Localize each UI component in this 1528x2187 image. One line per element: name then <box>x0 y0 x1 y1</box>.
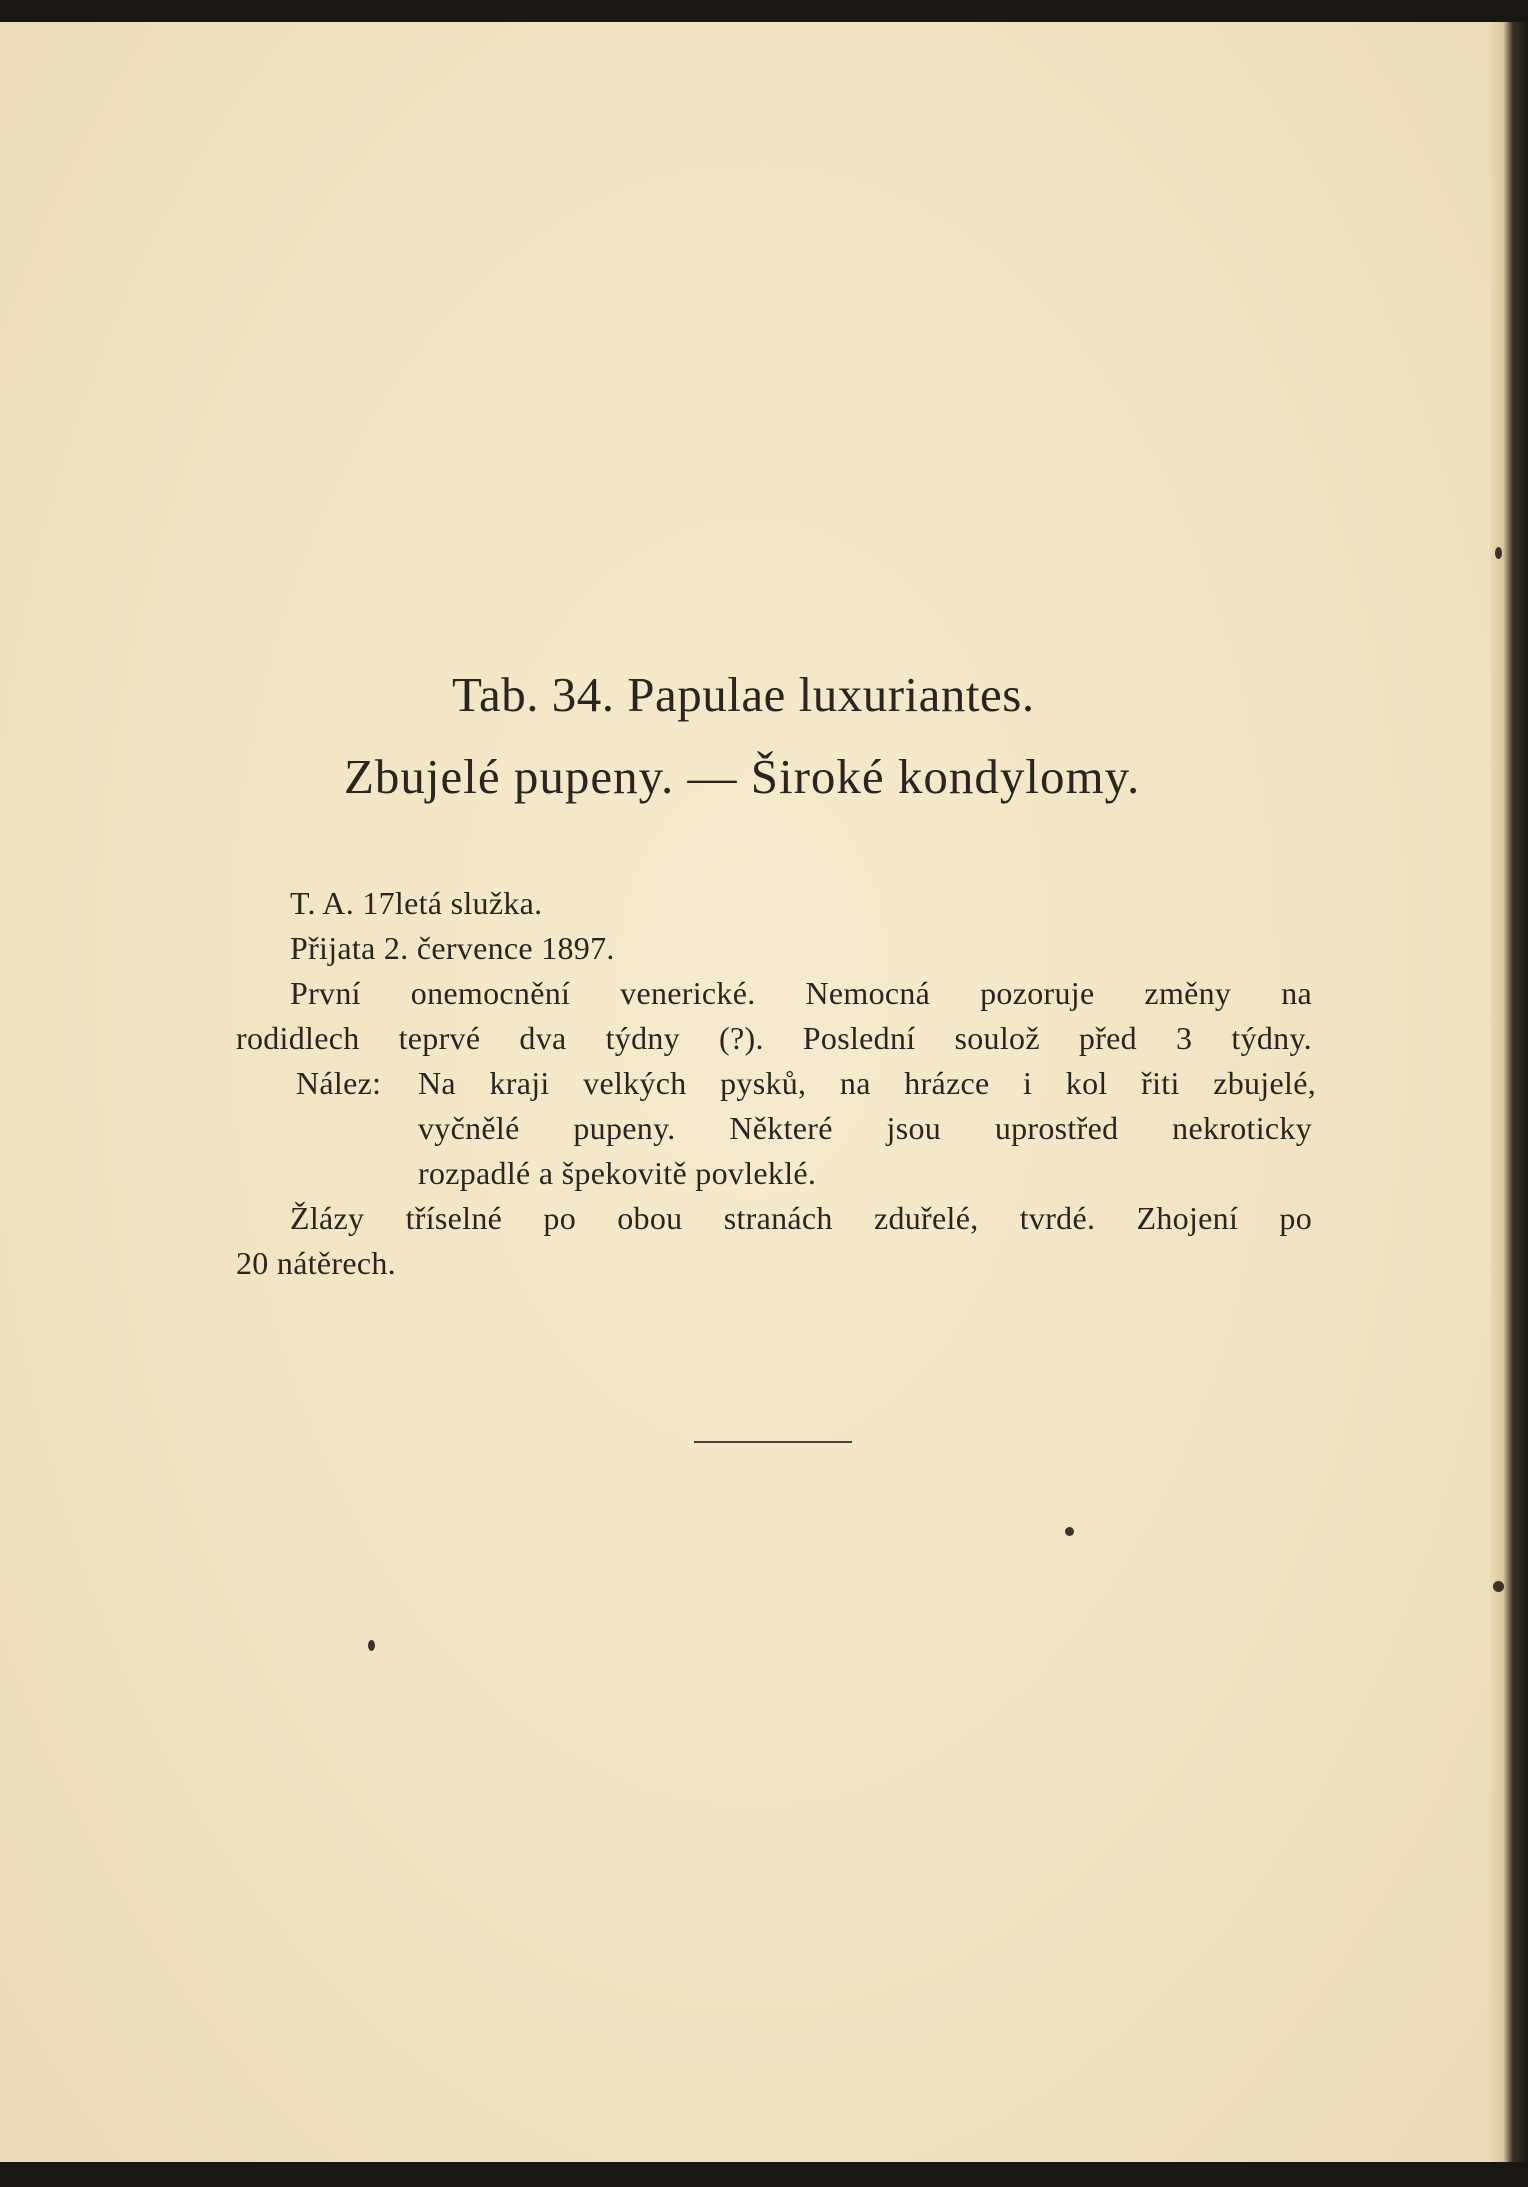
plate-subtitle: Zbujelé pupeny. — Široké kondylomy. <box>344 749 1141 804</box>
plate-title: Tab. 34. Papulae luxuriantes. <box>452 667 1035 722</box>
case-history-line-2: rodidlech teprvé dva týdny (?). Poslední soulož před 3 týdny. <box>236 1020 1312 1056</box>
case-history-line-1: První onemocnění venerické. Nemocná pozoruje změny na <box>290 975 1312 1011</box>
case-finding-line-2: vyčnělé pupeny. Některé jsou uprostřed nekroticky <box>418 1110 1312 1146</box>
ink-speck <box>1495 547 1502 559</box>
finding-label: Nález: <box>296 1065 382 1101</box>
ink-speck <box>1065 1527 1074 1536</box>
case-finding-line-3: rozpadlé a špekovitě povleklé. <box>418 1155 817 1191</box>
finding-text: Na kraji velkých pysků, na hrázce i kol řiti zbujelé, <box>418 1065 1316 1101</box>
ink-speck <box>368 1640 375 1651</box>
page-binding-edge <box>1490 22 1528 2162</box>
case-patient-line: T. A. 17letá služka. <box>290 885 543 921</box>
case-admission-line: Přijata 2. července 1897. <box>290 930 615 966</box>
case-outcome-line-1: Žlázy tříselné po obou stranách zduřelé, tvrdé. Zhojení po <box>290 1200 1312 1236</box>
ink-speck <box>1493 1581 1504 1592</box>
section-divider <box>694 1441 852 1443</box>
case-outcome-line-2: 20 nátěrech. <box>236 1245 396 1281</box>
case-finding-line-1 <box>296 1065 1316 1102</box>
